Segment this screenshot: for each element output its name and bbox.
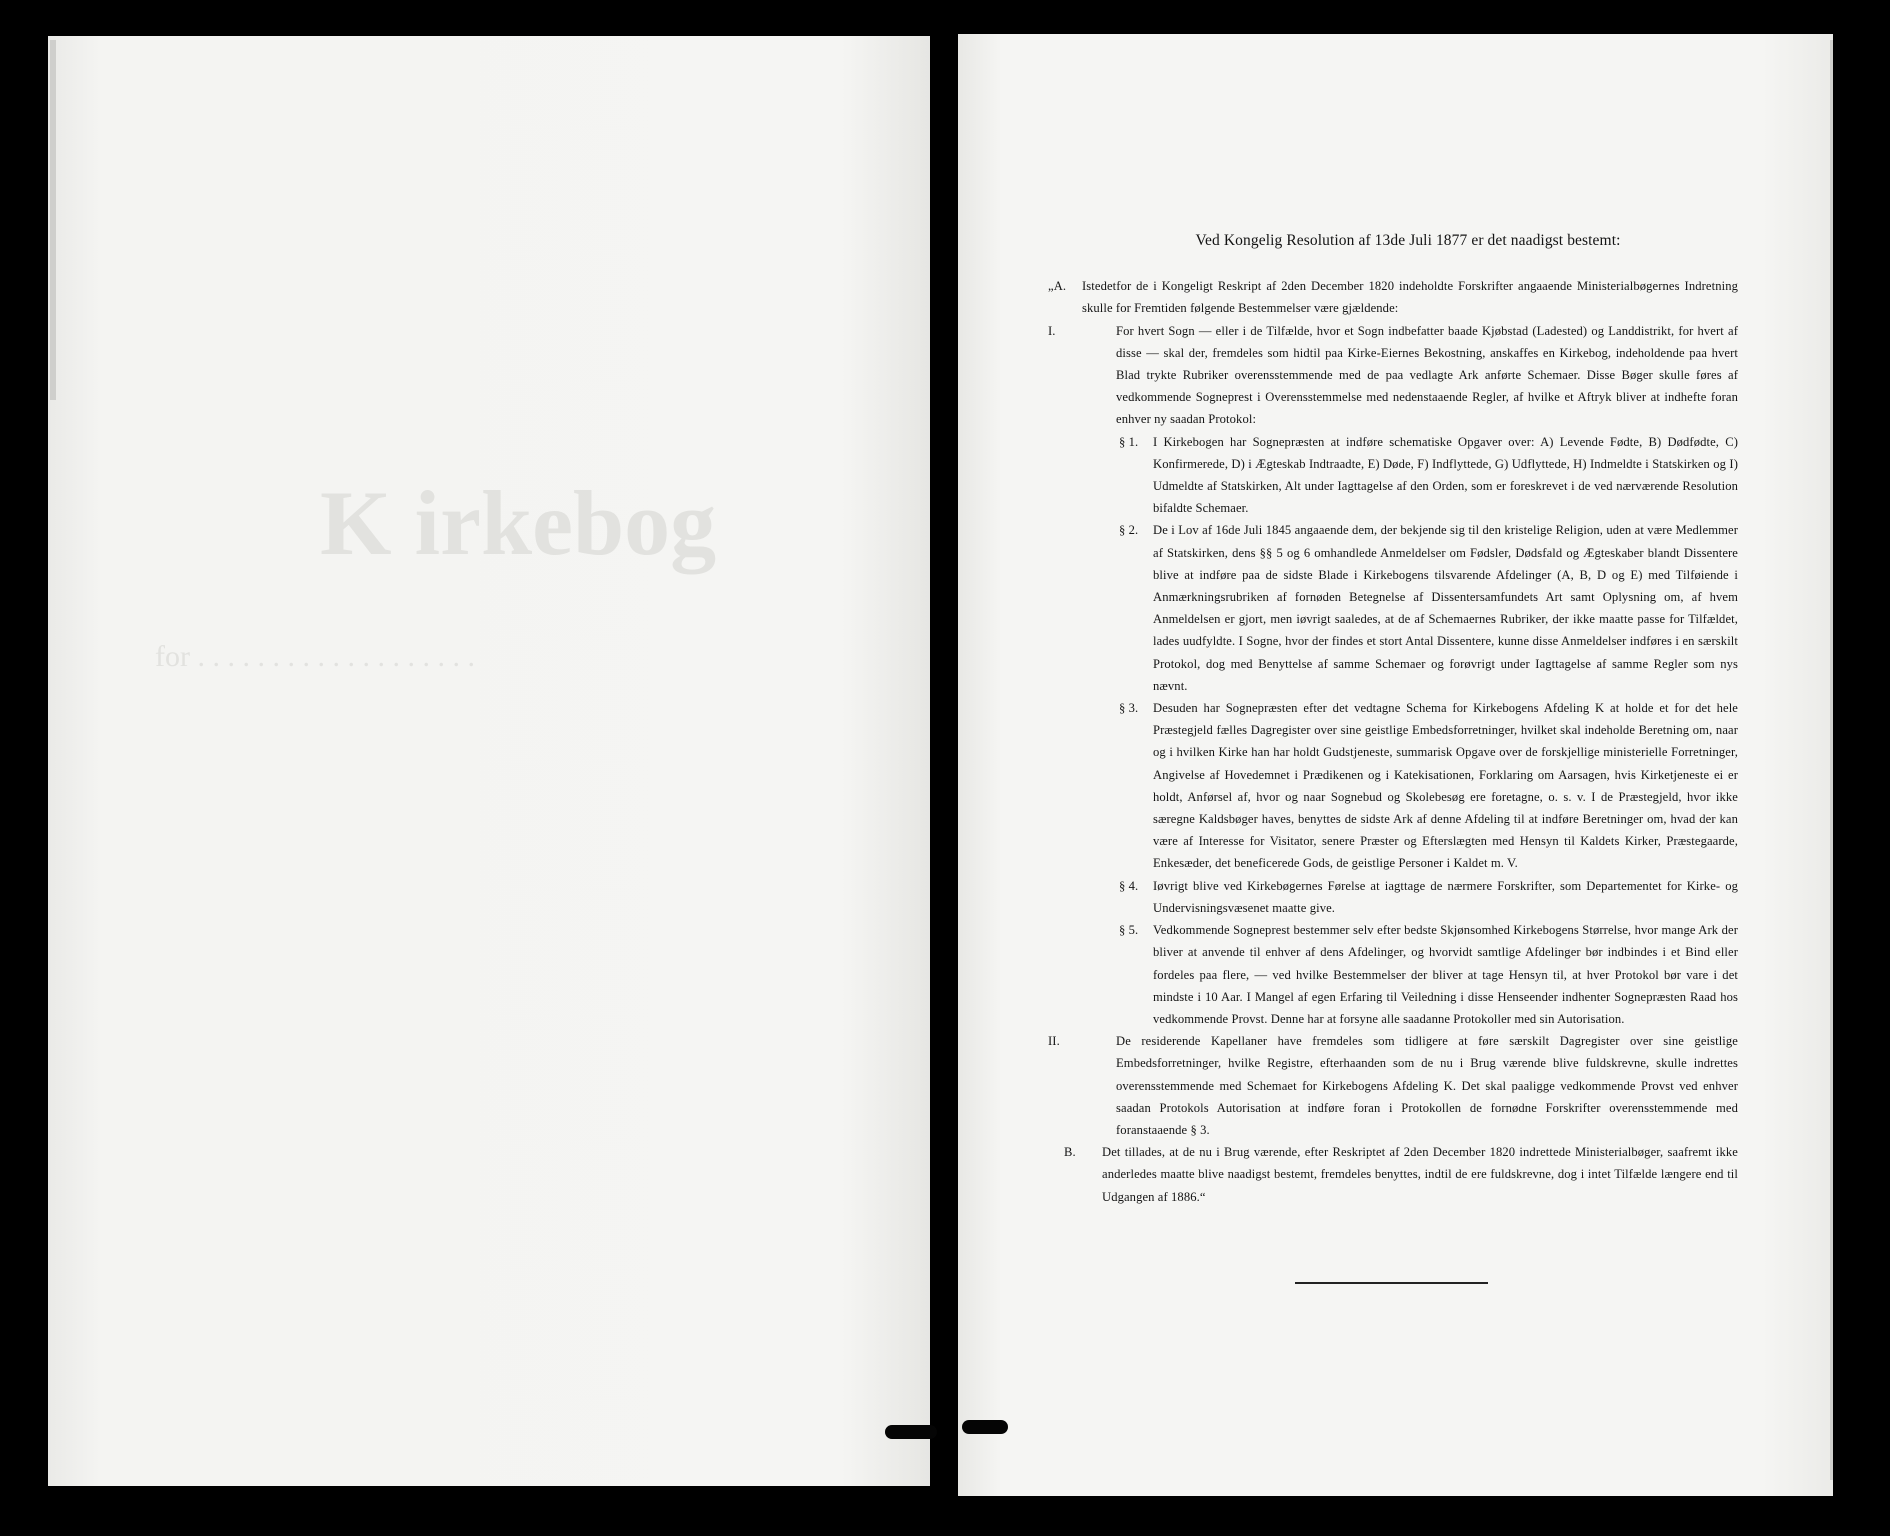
section-text: Vedkommende Sogneprest bestemmer selv efter bedste Skjønsomhed Kirkebogens Størrelse, hvor mange Ark der bliver at anvende til enhver af dens Afdelinger, og hvorvidt samtlige Afdelinger bør indbindes i et Bind eller fordeles paa flere, — ved hvilke Bestemmelser der bliver at tage Hensyn til, at hver Protokol bør vare i det mindste i 10 Aar. I Mangel af egen Erfaring til Veiledning i disse Henseender indhenter Sognepræsten Raad hos vedkommende Provst. Denne har at forsyne alle saadanne Protokoller med sin Autorisation. xyxy=(1153,923,1738,1026)
section-paragraph xyxy=(1119,697,1738,875)
resolution-document xyxy=(1048,230,1738,1208)
bleed-through-ghost-line: for . . . . . . . . . . . . . . . . . . . xyxy=(155,640,475,673)
section-label: § 5. xyxy=(1119,923,1139,938)
section-paragraph xyxy=(1048,320,1738,431)
section-paragraph xyxy=(1119,519,1738,697)
section-label: § 2. xyxy=(1119,523,1139,538)
section-text: For hvert Sogn — eller i de Tilfælde, hvor et Sogn indbefatter baade Kjøbstad (Ladested) og Landdistrikt, for hvert af disse — skal der, fremdeles som hidtil paa Kirke-Eiernes Bekostning, anskaffes en Kirkebog, indeholdende paa hvert Blad trykte Rubriker overensstemmende med de paa vedlagte Ark anførte Schemaer. Disse Bøger skulle føres af vedkommende Sogneprest i Overensstemmelse med nedenstaaende Regler, af hvilke et Aftryk bliver at indhefte foran enhver ny saadan Protokol: xyxy=(1116,323,1738,427)
page-edge-strip xyxy=(50,40,56,400)
section-text: I Kirkebogen har Sognepræsten at indføre schematiske Opgaver over: A) Levende Fødte, B) Dødfødte, C) Konfirmerede, D) i Ægteskab Indtraadte, E) Døde, F) Indflyttede, G) Udflyttede, H) Indmeldte i Statskirken og I) Udmeldte af Statskirken, Alt under Iagttagelse af den Orden, som er foreskrevet i de ved nærværende Resolution bifaldte Schemaer. xyxy=(1153,434,1738,516)
section-paragraph xyxy=(1119,431,1738,520)
left-page xyxy=(48,36,930,1486)
section-label: § 3. xyxy=(1119,701,1139,716)
section-paragraph xyxy=(1119,919,1738,1030)
section-paragraph xyxy=(1048,1030,1738,1141)
section-label: § 4. xyxy=(1119,878,1139,893)
end-rule-divider xyxy=(1295,1282,1488,1284)
section-label: I. xyxy=(1048,323,1056,338)
section-paragraph xyxy=(1119,875,1738,919)
document-body xyxy=(1048,275,1738,1208)
section-text: Iøvrigt blive ved Kirkebøgernes Førelse at iagttage de nærmere Forskrifter, som Departementet for Kirke- og Undervisningsvæsenet maatte give. xyxy=(1153,878,1738,915)
section-text: Istedetfor de i Kongeligt Reskript af 2den December 1820 indeholdte Forskrifter angaaende Ministerialbøgernes Indretning skulle for Fremtiden følgende Bestemmelser være gjældende: xyxy=(1082,279,1738,316)
section-paragraph xyxy=(1048,275,1738,319)
page-right-edge xyxy=(1830,40,1833,1480)
section-text: Desuden har Sognepræsten efter det vedtagne Schema for Kirkebogens Afdeling K at holde et for det hele Præstegjeld fælles Dagregister over sine geistlige Embedsforretninger, hvilket skal indeholde Beretning om, naar og i hvilken Kirke han har holdt Gudstjeneste, summarisk Opgave over de forskjellige ministerielle Forretninger, Angivelse af Hovedemnet i Prædikenen og i Katekisationen, Forklaring om Aarsagen, hvis Kirketjeneste ei er holdt, Anførsel af, hvor og naar Sognebud og Skolebesøg ere foretagne, o. s. v. I de Præstegjeld, hvor ikke særegne Kaldsbøger haves, benyttes de sidste Ark af denne Afdeling til at indføre Beretninger om, hvad der kan være af Interesse for Visitator, senere Præster og Efterslægten med Hensyn til Kaldets Kirker, Præstegaarde, Enkesæder, det beneficerede Gods, de geistlige Personer i Kaldet m. V. xyxy=(1153,701,1738,871)
page-title: Ved Kongelig Resolution af 13de Juli 1877 er det naadigst bestemt: xyxy=(1195,232,1621,249)
section-paragraph xyxy=(1064,1141,1738,1208)
section-label: B. xyxy=(1064,1145,1076,1160)
section-label: „A. xyxy=(1048,279,1067,294)
section-label: II. xyxy=(1048,1034,1060,1049)
binding-tape xyxy=(962,1420,1008,1434)
section-text: Det tillades, at de nu i Brug værende, efter Reskriptet af 2den December 1820 indrettede Ministerialbøger, saafremt ikke anderledes maatte blive naadigst bestemt, fremdeles benyttes, indtil de ere fuldskrevne, dog i intet Tilfælde længere end til Udgangen af 1886.“ xyxy=(1102,1145,1738,1204)
section-label: § 1. xyxy=(1119,434,1139,449)
section-text: De i Lov af 16de Juli 1845 angaaende dem, der bekjende sig til den kristelige Religion, uden at være Medlemmer af Statskirken, dens §§ 5 og 6 omhandlede Anmeldelser om Fødsler, Dødsfald og Ægteskaber blandt Dissentere blive at indføre paa de sidste Blade i Kirkebogens tilsvarende Afdelinger (A, B, D og E) med Tilføiende i Anmærkningsrubriken af fornøden Betegnelse af Dissentersamfundets Art samt Oplysning om, af hvem Anmeldelsen er gjort, men iøvrigt saaledes, at de af Schemaernes Rubriker, der ikke maatte passe for Tilfældet, lades uudfyldte. I Sogne, hvor der findes et stort Antal Dissentere, kunne disse Anmeldelser indføres i en særskilt Protokol, dog med Benyttelse af samme Schemaer og forøvrigt under Iagttagelse af samme Regler som nys nævnt. xyxy=(1153,523,1738,693)
binding-tape xyxy=(885,1425,937,1439)
section-text: De residerende Kapellaner have fremdeles som tidligere at føre særskilt Dagregister over sine geistlige Embedsforretninger, hvilke Registre, efterhaanden som de nu i Brug værende blive fuldskrevne, skulle indrettes overensstemmende med Schemaet for Kirkebogens Afdeling K. Det skal paaligge vedkommende Provst ved enhver saadan Protokols Autorisation at indføre foran i Protokollen de fornødne Forskrifter overensstemmende med foranstaaende § 3. xyxy=(1116,1034,1738,1137)
bleed-through-ghost-title: K irkebog xyxy=(320,472,717,574)
